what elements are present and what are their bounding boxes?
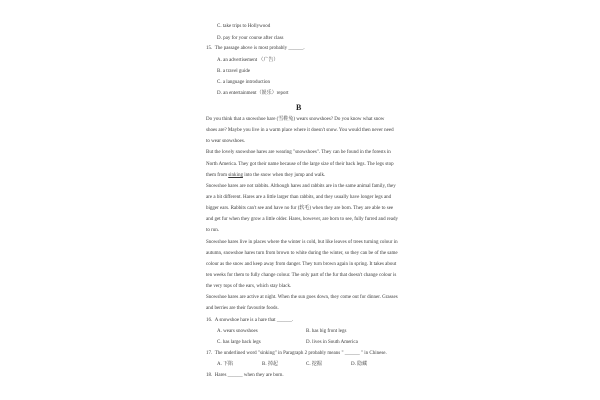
passage-line-with-underline	[206, 173, 325, 179]
q15-option-d: D. an entertainment（娱乐）report	[217, 91, 289, 96]
passage-line: Snowshoe hares live in places where the winter is cold, but like leaves of trees turning colour in	[206, 240, 398, 245]
q15-option-b: B. a travel guide	[217, 69, 251, 74]
section-heading: B	[296, 103, 302, 112]
q18-stem: 18. Hares ______ when they are born.	[206, 373, 284, 378]
q14-option-d: D. pay for your course after class	[217, 36, 284, 41]
passage-line: Snowshoe hares are not rabbits. Although hares and rabbits are in the same animal family, they	[206, 184, 396, 189]
q16-option-d: D. lives in South America	[306, 340, 358, 345]
passage-line: shoes are? Maybe you live in a warm place where it doesn't snow. You would then never need	[206, 128, 394, 133]
q14-option-c: C. take trips to Hollywood	[217, 24, 271, 29]
passage-line: to wear snowshoes.	[206, 139, 246, 144]
passage-text: them from	[206, 173, 229, 178]
q17-stem: 17. The underlined word "sinking" in Paragraph 2 probably means " ______ " in Chinese.	[206, 351, 387, 356]
q15-option-c: C. a language introduction	[217, 80, 271, 85]
passage-line: are a bit different. Hares are a little larger than rabbits, and they usually have longer legs and	[206, 195, 392, 200]
q17-option-d: D. 隐藏	[351, 362, 368, 367]
q15-option-a: A. an advertisement （广告）	[217, 58, 279, 63]
passage-line: Do you think that a snowshoe hare (雪鞋兔) wears snowshoes? Do you know what snow	[206, 117, 385, 122]
passage-line: ten weeks for them to fully change colour. The only part of the fur that doesn't change colour is	[206, 273, 397, 278]
passage-line: to run.	[206, 228, 220, 233]
q17-option-a: A. 下陷	[217, 362, 234, 367]
underlined-word-sinking: sinking	[228, 173, 243, 178]
passage-text: into the snow when they jump and walk.	[242, 173, 326, 178]
passage-line: autumn, snowshoe hares turn from brown to white during the winter, so they can be of the same	[206, 251, 398, 256]
passage-line: and berries are their favourite foods.	[206, 306, 279, 311]
passage-line: North America. They got their name because of the large size of their back legs. The legs stop	[206, 162, 394, 167]
passage-line: and get fur when they grow a little older. Hares, however, are born to see, fully furred and ready	[206, 217, 398, 222]
passage-line: colour as the snow and keep away from danger. They turn brown again in spring. It takes about	[206, 262, 397, 267]
q16-option-c: C. has large back legs	[217, 340, 261, 345]
q16-stem: 16. A snowshoe hare is a hare that ______.	[206, 318, 294, 323]
q16-option-b: B. has big front legs	[306, 329, 347, 334]
passage-line: Snowshoe hares are active at night. When the sun goes down, they come out for dinner. Grasses	[206, 295, 398, 300]
passage-line: the very tops of the ears, which stay black.	[206, 284, 292, 289]
q15-stem: 15. The passage above is most probably ______.	[206, 46, 305, 51]
q17-option-c: C. 挖掘	[306, 362, 322, 367]
passage-line: But the lovely snowshoe hares are wearing "snowshoes". They can be found in the forests in	[206, 150, 391, 155]
passage-line: bigger ears. Rabbits can't see and have no fur (软毛) when they are born. They are able to see	[206, 206, 394, 211]
q16-option-a: A. wears snowshoes	[217, 329, 258, 334]
q17-option-b: B. 掉起	[262, 362, 278, 367]
